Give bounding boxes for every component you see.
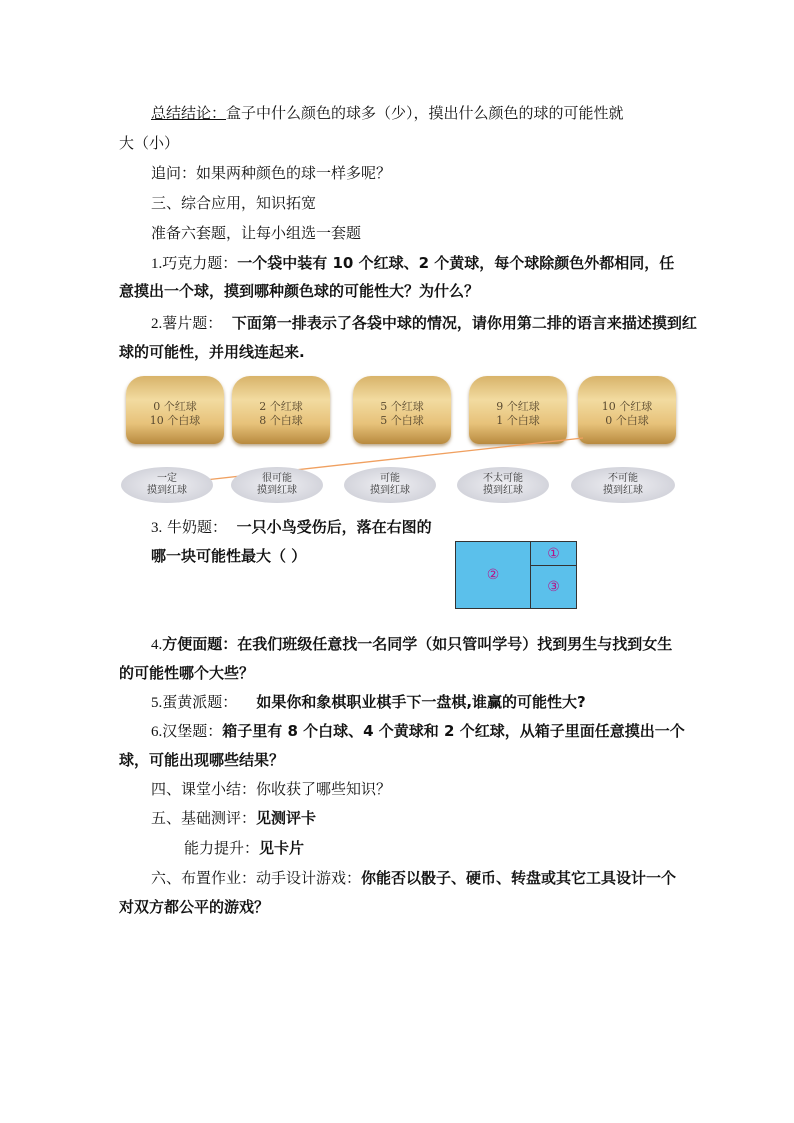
option-1-top: 一定 xyxy=(157,473,177,484)
q5-text: 如果你和象棋职业棋手下一盘棋,谁赢的可能性大? xyxy=(256,693,586,711)
option-4-bottom: 摸到红球 xyxy=(483,485,523,496)
option-3 xyxy=(344,467,436,503)
q1-text: 一个袋中装有 10 个红球、2 个黄球，每个球除颜色外都相同，任 xyxy=(237,254,675,272)
q3-cont: 哪一块可能性最大（ ） xyxy=(151,547,307,565)
q3-number: 3. xyxy=(151,520,163,536)
option-3-bottom: 摸到红球 xyxy=(370,485,410,496)
option-5 xyxy=(571,467,675,503)
q4-text: 在我们班级任意找一名同学（如只管叫学号）找到男生与找到女生 xyxy=(237,635,673,653)
q3-text: 一只小鸟受伤后，落在右图的 xyxy=(236,518,432,536)
bag-2-red: 2 个红球 xyxy=(259,400,303,413)
option-2 xyxy=(231,467,323,503)
section-6-line xyxy=(151,868,676,888)
follow-up: 追问：如果两种颜色的球一样多呢？ xyxy=(151,164,392,182)
region-1-label: ① xyxy=(547,545,560,562)
connector-line xyxy=(0,0,794,520)
bag-3-red: 5 个红球 xyxy=(380,400,424,413)
region-2-label: ② xyxy=(486,567,500,583)
q5-line xyxy=(151,692,586,713)
option-5-bottom: 摸到红球 xyxy=(603,485,643,496)
section-3-heading: 三、综合应用，知识拓宽 xyxy=(151,194,317,212)
q2-title: 薯片题： xyxy=(162,314,223,332)
option-1 xyxy=(121,467,213,503)
region-2 xyxy=(455,541,531,609)
summary-text: 盒子中什么颜色的球多（少），摸出什么颜色的球的可能性就 xyxy=(226,104,624,122)
q4-line xyxy=(151,634,672,655)
section-6-label: 六、布置作业：动手设计游戏： xyxy=(151,869,362,887)
q2-number: 2. xyxy=(151,316,163,332)
region-3-label: ③ xyxy=(547,579,560,595)
q6-text: 箱子里有 8 个白球、4 个黄球和 2 个红球，从箱子里面任意摸出一个 xyxy=(222,722,685,740)
option-2-bottom: 摸到红球 xyxy=(257,485,297,496)
q6-cont: 球，可能出现哪些结果？ xyxy=(119,751,285,769)
section-4-label: 四、课堂小结： xyxy=(151,780,257,798)
bag-4-red: 9 个红球 xyxy=(496,400,540,413)
q6-line xyxy=(151,721,685,742)
bag-1-white: 10 个白球 xyxy=(149,414,201,427)
q6-title: 汉堡题： xyxy=(162,722,223,740)
bag-2-white: 8 个白球 xyxy=(259,414,303,427)
ability-line xyxy=(184,838,304,858)
bag-4-white: 1 个白球 xyxy=(496,414,540,427)
option-2-top: 很可能 xyxy=(262,473,292,484)
q2-text: 下面第一排表示了各袋中球的情况，请你用第二排的语言来描述摸到红 xyxy=(231,314,697,332)
ability-text: 见卡片 xyxy=(259,839,305,857)
option-1-bottom: 摸到红球 xyxy=(147,485,187,496)
bag-5-red: 10 个红球 xyxy=(601,400,653,413)
q2-cont: 球的可能性，并用线连起来. xyxy=(119,343,305,361)
section-6-cont: 对双方都公平的游戏？ xyxy=(119,898,270,916)
section-5-text: 见测评卡 xyxy=(256,809,317,827)
section-6-text: 你能否以骰子、硬币、转盘或其它工具设计一个 xyxy=(361,869,677,887)
q3-line xyxy=(151,517,432,538)
prepare-text: 准备六套题，让每小组选一套题 xyxy=(151,224,362,242)
region-1 xyxy=(530,541,577,566)
q1-title: 巧克力题： xyxy=(162,254,238,272)
bag-3-white: 5 个白球 xyxy=(380,414,424,427)
q4-number: 4. xyxy=(151,637,163,653)
section-5-label: 五、基础测评： xyxy=(151,809,257,827)
summary-cont: 大（小） xyxy=(119,134,180,152)
summary-label: 总结结论： xyxy=(151,104,227,122)
q4-cont: 的可能性哪个大些？ xyxy=(119,664,255,682)
q5-title: 蛋黄派题： xyxy=(162,693,238,711)
region-3 xyxy=(530,565,577,609)
section-4-line xyxy=(151,779,391,799)
ability-label: 能力提升： xyxy=(184,839,260,857)
section-4-text: 你收获了哪些知识？ xyxy=(256,780,392,798)
q5-number: 5. xyxy=(151,695,163,711)
bag-1-red: 0 个红球 xyxy=(153,400,197,413)
q6-number: 6. xyxy=(151,724,163,740)
option-3-top: 可能 xyxy=(380,473,400,484)
q1-number: 1. xyxy=(151,256,163,272)
option-5-top: 不可能 xyxy=(608,473,638,484)
q1-cont: 意摸出一个球，摸到哪种颜色球的可能性大？为什么？ xyxy=(119,282,480,300)
section-5-line xyxy=(151,808,316,828)
q4-title: 方便面题： xyxy=(162,635,238,653)
option-4 xyxy=(457,467,549,503)
bag-5-white: 0 个白球 xyxy=(605,414,649,427)
option-4-top: 不太可能 xyxy=(483,473,523,484)
q3-title: 牛奶题： xyxy=(167,518,228,536)
